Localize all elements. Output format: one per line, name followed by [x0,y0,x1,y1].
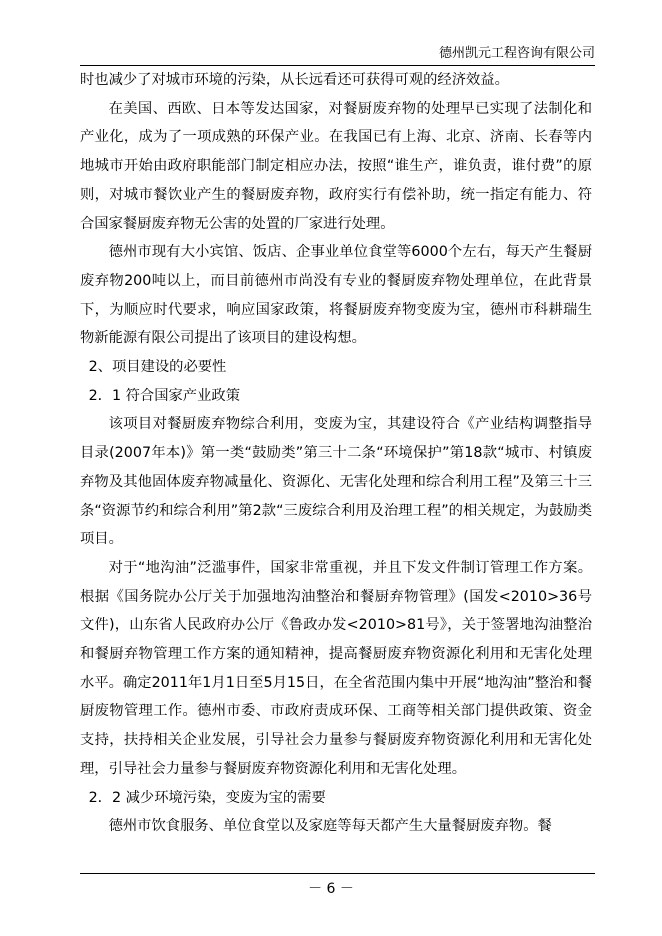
paragraph-dezhou-status: 德州市现有大小宾馆、饭店、企事业单位食堂等6000个左右，每天产生餐厨废弃物200吨以上，而目前德州市尚没有专业的餐厨废弃物处理单位，在此背景下，为顺应时代要求，响应国家政策，将餐厨废弃物变废为宝，德州市科耕瑞生物新能源有限公司提出了该项目的建设构想。 [80,244,592,347]
paragraph-industry-policy: 该项目对餐厨废弃物综合利用，变废为宝，其建设符合《产业结构调整指导目录(2007年本)》第一类“鼓励类”第三十二条“环境保护”第18款“城市、村镇废弃物及其他固体废弃物减量化、资源化、无害化处理和综合利用工程”及第三十三条“资源节约和综合利用”第2款“三废综合利用及治理工程”的相关规定，为鼓励类项目。 [80,416,592,548]
paragraph-gutter-oil: 对于“地沟油”泛滥事件，国家非常重视，并且下发文件制订管理工作方案。根据《国务院办公厅关于加强地沟油整治和餐厨弃物管理》(国发<2010>36号文件)，山东省人民政府办公厅《鲁政办发<2010>81号》，关于签署地沟油整治和餐厨弃物管理工作方案的通知精神，提高餐厨废弃物资源化利用和无害化处理水平。确定2011年1月1日至5月15日，在全省范围内集中开展“地沟油”整治和餐厨废物管理工作。德州市委、市政府责成环保、工商等相关部门提供政策、资金支持，扶持相关企业发展，引导社会力量参与餐厨废弃物资源化利用和无害化处理，引导社会力量参与餐厨废弃物资源化利用和无害化处理。 [80,559,592,777]
subsection-heading: 2．1 符合国家产业政策 [88,387,240,404]
paragraph-developed-countries: 在美国、西欧、日本等发达国家，对餐厨废弃物的处理早已实现了法制化和产业化，成为了一项成熟的环保产业。在我国已有上海、北京、济南、长春等内地城市开始由政府职能部门制定相应办法，按照“谁生产，谁负责，谁付费”的原则，对城市餐饮业产生的餐厨废弃物，政府实行有偿补助，统一指定有能力、符合国家餐厨废弃物无公害的处置的厂家进行处理。 [80,100,592,232]
subsection-heading: 2．2 减少环境污染，变废为宝的需要 [88,789,326,806]
paragraph-continuation: 时也减少了对城市环境的污染，从长远看还可获得可观的经济效益。 [80,72,509,88]
section-heading: 2、项目建设的必要性 [88,359,227,376]
body-text [80,66,592,841]
paragraph-pollution: 德州市饮食服务、单位食堂以及家庭等每天都产生大量餐厨废弃物。餐 [108,818,552,835]
footer-divider [80,873,595,874]
company-name: 德州凯元工程咨询有限公司 [438,46,595,61]
page-number: － 6 － [308,881,354,897]
page-header [80,44,595,66]
